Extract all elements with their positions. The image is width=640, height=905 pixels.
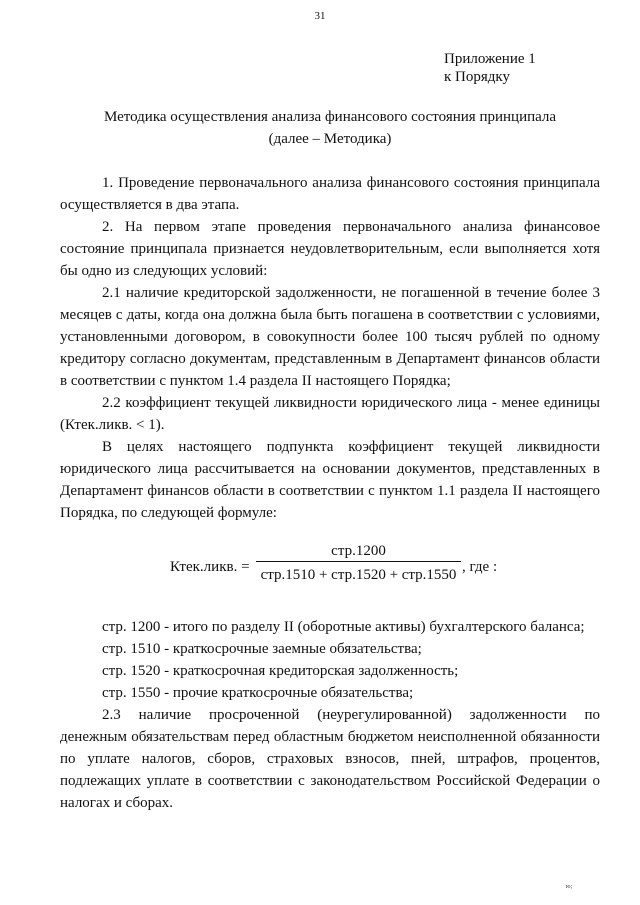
definition-line-1200: стр. 1200 - итого по разделу II (оборотные активы) бухгалтерского баланса; bbox=[102, 619, 585, 635]
paragraph-2: 2. На первом этапе проведения первоначального анализа финансовое состояние принципала признается неудовлетворительным, если выполняется хотя бы одно из следующих условий: bbox=[60, 219, 600, 279]
document-title bbox=[60, 106, 600, 150]
document-body bbox=[60, 172, 600, 814]
page-number: 31 bbox=[314, 10, 326, 22]
title-line-2: (далее – Методика) bbox=[268, 131, 392, 147]
appendix-line-1: Приложение 1 bbox=[444, 51, 536, 67]
line-definitions bbox=[60, 616, 600, 704]
formula-denominator: стр.1510 + стр.1520 + стр.1550 bbox=[260, 567, 457, 583]
fraction-bar bbox=[256, 561, 461, 562]
paragraph-2-1: 2.1 наличие кредиторской задолженности, не погашенной в течение более 3 месяцев с даты, когда она должна была быть погашена в соответствии с условиями, установленными договором, в совокупности более 100 тысяч рублей по одному кредитору согласно документам, представленным в Департамент финансов области в соответствии с пунктом 1.4 раздела II настоящего Порядка; bbox=[60, 285, 600, 389]
definition-line-1520: стр. 1520 - краткосрочная кредиторская задолженность; bbox=[102, 663, 459, 679]
footer-mark: ю; bbox=[566, 884, 573, 890]
appendix-line-2: к Порядку bbox=[444, 69, 510, 85]
paragraph-formula-intro: В целях настоящего подпункта коэффициент текущей ликвидности юридического лица рассчитывается на основании документов, представленных в Департамент финансов области в соответствии с пунктом 1.1 раздела II настоящего Порядка, по следующей формуле: bbox=[60, 439, 600, 521]
paragraph-2-3: 2.3 наличие просроченной (неурегулированной) задолженности по денежным обязательствам перед областным бюджетом неисполненной обязанности по уплате налогов, сборов, страховых взносов, пней, штрафов, процентов, подлежащих уплате в соответствии с законодательством Российской Федерации о налогах и сборах. bbox=[60, 707, 600, 811]
paragraph-2-2: 2.2 коэффициент текущей ликвидности юридического лица - менее единицы (Ктек.ликв. < 1). bbox=[60, 395, 600, 433]
appendix-reference bbox=[444, 50, 536, 86]
formula-where: , где : bbox=[462, 559, 498, 575]
formula-numerator: стр.1200 bbox=[331, 543, 386, 559]
definition-line-1510: стр. 1510 - краткосрочные заемные обязательства; bbox=[102, 641, 422, 657]
liquidity-formula bbox=[60, 524, 600, 616]
title-line-1: Методика осуществления анализа финансового состояния принципала bbox=[103, 109, 557, 125]
paragraph-1: 1. Проведение первоначального анализа финансового состояния принципала осуществляется в два этапа. bbox=[60, 175, 600, 213]
formula-lhs: Ктек.ликв. = bbox=[170, 559, 250, 575]
definition-line-1550: стр. 1550 - прочие краткосрочные обязательства; bbox=[102, 685, 414, 701]
